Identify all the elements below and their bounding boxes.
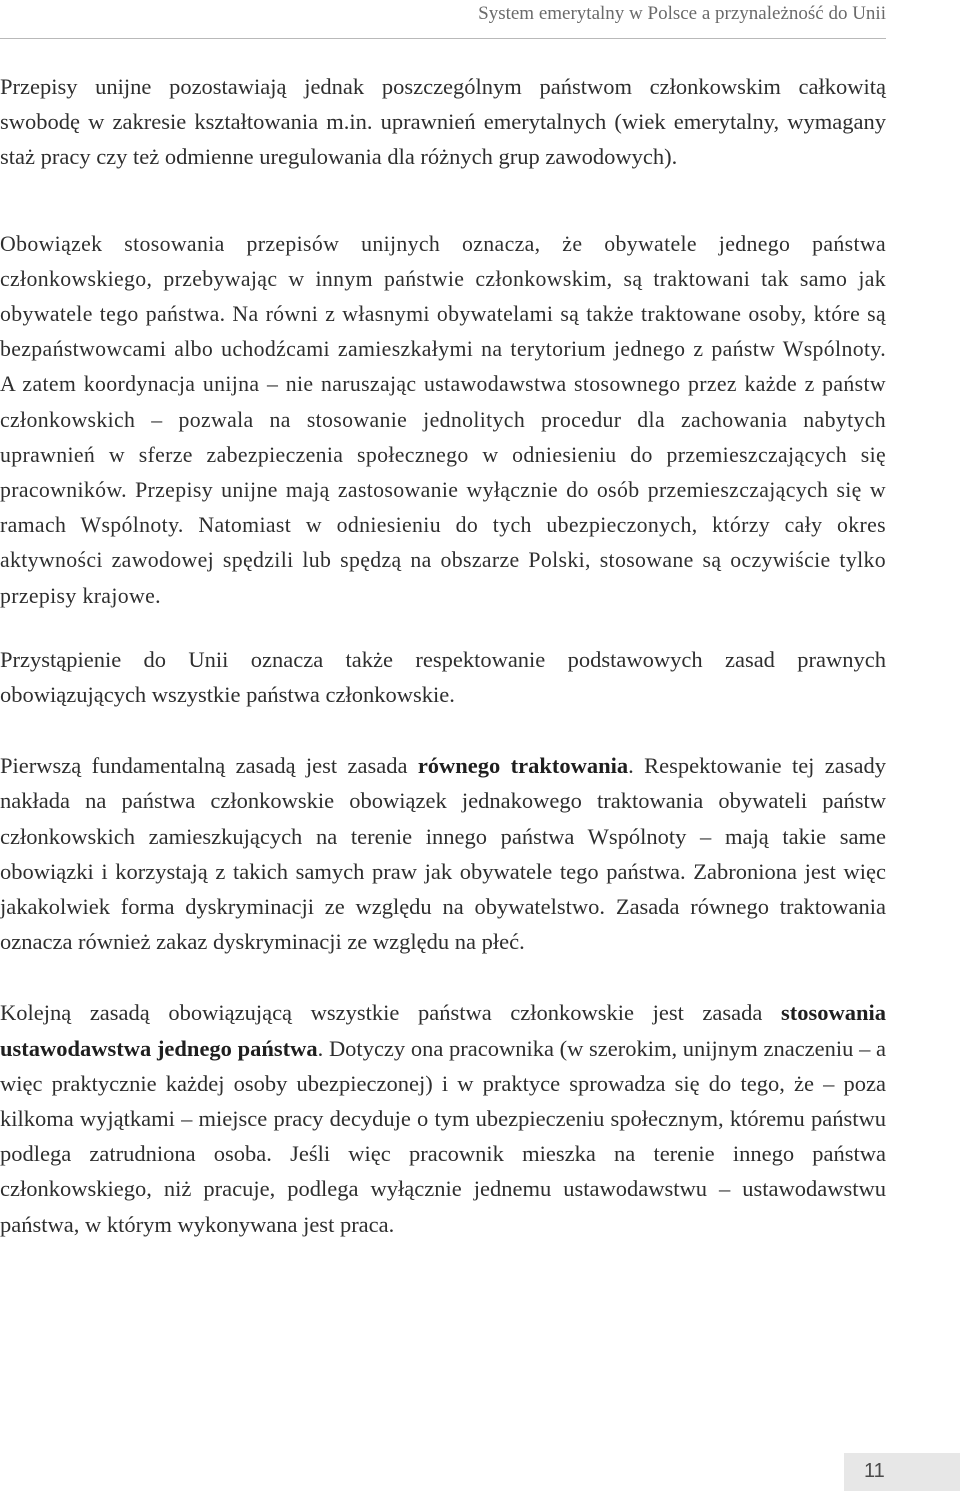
paragraph-eu-obligation: Obowiązek stosowania przepisów unijnych oznacza, że obywatele jednego państwa członkowskiego, przebywając w innym państwie członkowskim, są traktowani tak samo jak obywatele tego państwa. Na równi z własnymi obywatelami są także traktowane osoby, które są bezpaństwowcami albo uchodźcami zamieszkałymi na terytorium jednego z państw Wspólnoty. A zatem koordynacja unijna – nie naruszając ustawodawstwa stosownego przez każde z państw członkowskich – pozwala na stosowanie jednolitych procedur dla zachowania nabytych uprawnień w sferze zabezpieczenia społecznego w odniesieniu do przemieszczających się pracowników. Przepisy unijne mają zastosowanie wyłącznie do osób przemieszczających się w ramach Wspólnoty. Natomiast w odniesieniu do tych ubezpieczonych, którzy cały okres aktywności zawodowej spędzili lub spędzą na obszarze Polski, stosowane są oczywiście tylko przepisy krajowe. <box>0 231 886 608</box>
running-header <box>0 0 886 39</box>
equal-treatment-term: równego traktowania <box>417 753 629 779</box>
single-legislation-intro: Kolejną zasadą obowiązującą wszystkie państwa członkowskie jest zasada <box>0 1000 781 1026</box>
equal-treatment-intro: Pierwszą fundamentalną zasadą jest zasada <box>0 753 418 779</box>
paragraph-equal-treatment <box>0 748 886 959</box>
single-legislation-term: stosowania ustawodawstwa jednego państwa <box>0 1000 886 1061</box>
body-text <box>0 69 886 1242</box>
single-legislation-text: . Dotyczy ona pracownika (w szerokim, unijnym znaczeniu – a więc praktycznie każdej osoby ubezpieczonej) i w praktyce sprowadza się do tego, że – poza kilkoma wyjątkami – miejsce pracy decyduje o tym ubezpieczeniu społecznym, któremu państwu podlega zatrudniona osoba. Jeśli więc pracownik mieszka na terenie innego państwa członkowskiego, niż pracuje, podlega wyłącznie jednemu ustawodawstwu – ustawodawstwu państwa, w którym wykonywana jest praca. <box>0 1035 886 1237</box>
paragraph-single-legislation <box>0 995 886 1241</box>
paragraph-eu-freedom: Przepisy unijne pozostawiają jednak poszczególnym państwom członkowskim całkowitą swobodę w zakresie kształtowania m.in. uprawnień emerytalnych (wiek emerytalny, wymagany staż pracy czy też odmienne uregulowania dla różnych grup zawodowych). <box>0 74 886 170</box>
equal-treatment-text: . Respektowanie tej zasady nakłada na państwa członkowskie obowiązek jednakowego traktowania obywateli państw członkowskich zamieszkujących na terenie innego państwa Wspólnoty – mają takie same obowiązki i korzystają z takich samych praw jak obywatele tego państwa. Zabroniona jest więc jakakolwiek forma dyskryminacji ze względu na obywatelstwo. Zasada równego traktowania oznacza również zakaz dyskryminacji ze względu na płeć. <box>0 753 886 955</box>
paragraph-accession-principles: Przystąpienie do Unii oznacza także respektowanie podstawowych zasad prawnych obowiązujących wszystkie państwa członkowskie. <box>0 646 886 708</box>
header-title: System emerytalny w Polsce a przynależność do Unii <box>478 3 886 24</box>
page-number-box <box>844 1453 960 1491</box>
page-number: 11 <box>864 1460 885 1482</box>
